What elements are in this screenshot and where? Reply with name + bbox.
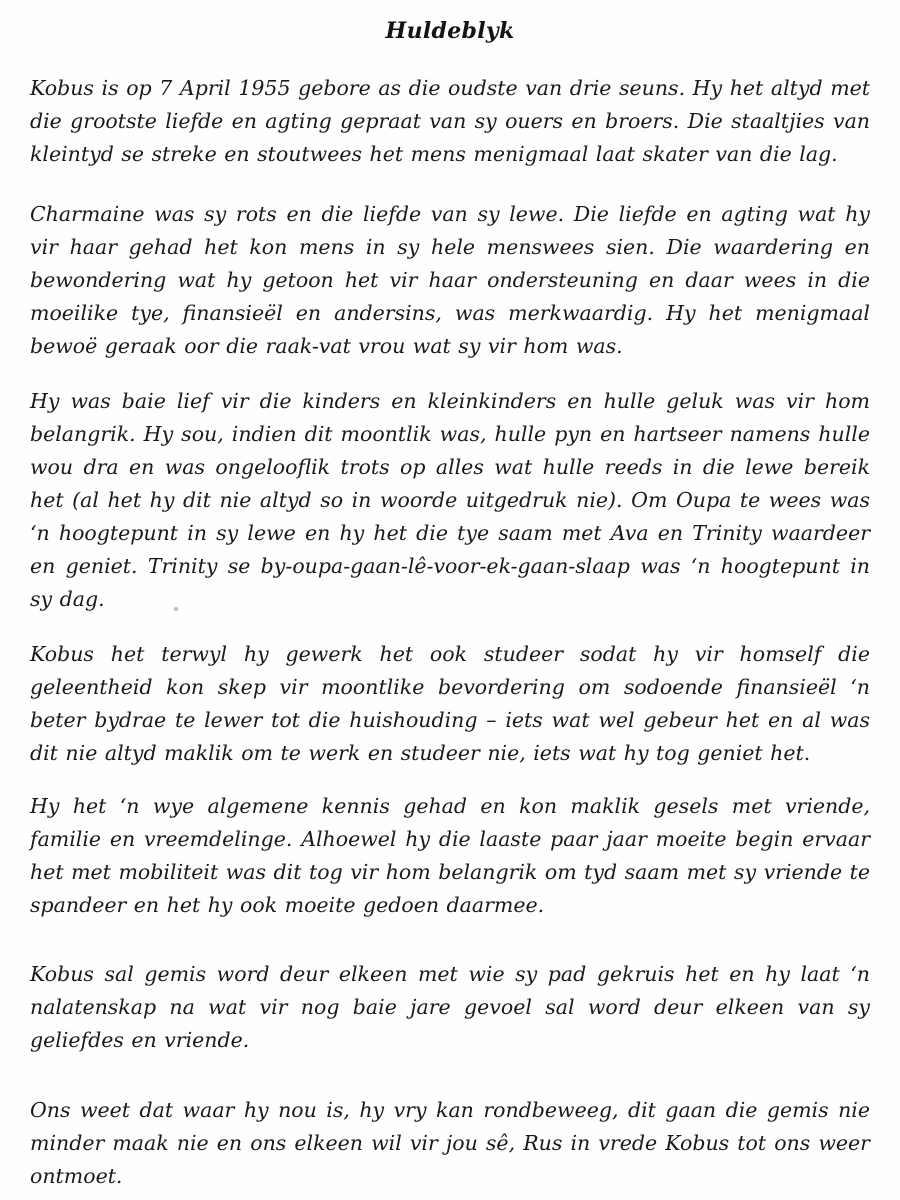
paragraph-childhood: Kobus is op 7 April 1955 gebore as die oudste van drie seuns. Hy het altyd met die grootste liefde en agting gepraat van sy ouers en broers. Die staaltjies van kleintyd se streke en stoutwees het mens menigmaal laat skater van die lag. <box>30 76 870 166</box>
paragraph-farewell: Ons weet dat waar hy nou is, hy vry kan rondbeweeg, dit gaan die gemis nie minder maak nie en ons elkeen wil vir jou sê, Rus in vrede Kobus tot ons weer ontmoet. <box>30 1098 870 1188</box>
paragraph-general-knowledge: Hy het ‘n wye algemene kennis gehad en kon maklik gesels met vriende, familie en vreemdelinge. Alhoewel hy die laaste paar jaar moeite begin ervaar het met mobiliteit was dit tog vir hom belangrik om tyd saam met sy vriende te spandeer en het hy ook moeite gedoen daarmee. <box>30 794 870 917</box>
scan-speck <box>174 607 178 611</box>
paragraph-children-grandchildren: Hy was baie lief vir die kinders en kleinkinders en hulle geluk was vir hom belangrik. Hy sou, indien dit moontlik was, hulle pyn en hartseer namens hulle wou dra en was ongelooflik trots op alles wat hulle reeds in die lewe bereik het (al het hy dit nie altyd so in woorde uitgedruk nie). Om Oupa te wees was ‘n hoogtepunt in sy lewe en hy het die tye saam met Ava en Trinity waardeer en geniet. Trinity se by-oupa-gaan-lê-voor-ek-gaan-slaap was ‘n hoogtepunt in sy dag. <box>30 389 870 611</box>
paragraph-charmaine: Charmaine was sy rots en die liefde van sy lewe. Die liefde en agting wat hy vir haar gehad het kon mens in sy hele menswees sien. Die waardering en bewondering wat hy getoon het vir haar ondersteuning en daar wees in die moeilike tye, finansieël en andersins, was merkwaardig. Hy het menigmaal bewoë geraak oor die raak-vat vrou wat sy vir hom was. <box>30 202 870 358</box>
paragraph-legacy: Kobus sal gemis word deur elkeen met wie sy pad gekruis het en hy laat ‘n nalatenskap na wat vir nog baie jare gevoel sal word deur elkeen van sy geliefdes en vriende. <box>30 962 870 1052</box>
document-title: Huldeblyk <box>385 18 515 44</box>
paragraph-studies: Kobus het terwyl hy gewerk het ook studeer sodat hy vir homself die geleentheid kon skep vir moontlike bevordering om sodoende finansieël ‘n beter bydrae te lewer tot die huishouding – iets wat wel gebeur het en al was dit nie altyd maklik om te werk en studeer nie, iets wat hy tog geniet het. <box>30 642 870 765</box>
